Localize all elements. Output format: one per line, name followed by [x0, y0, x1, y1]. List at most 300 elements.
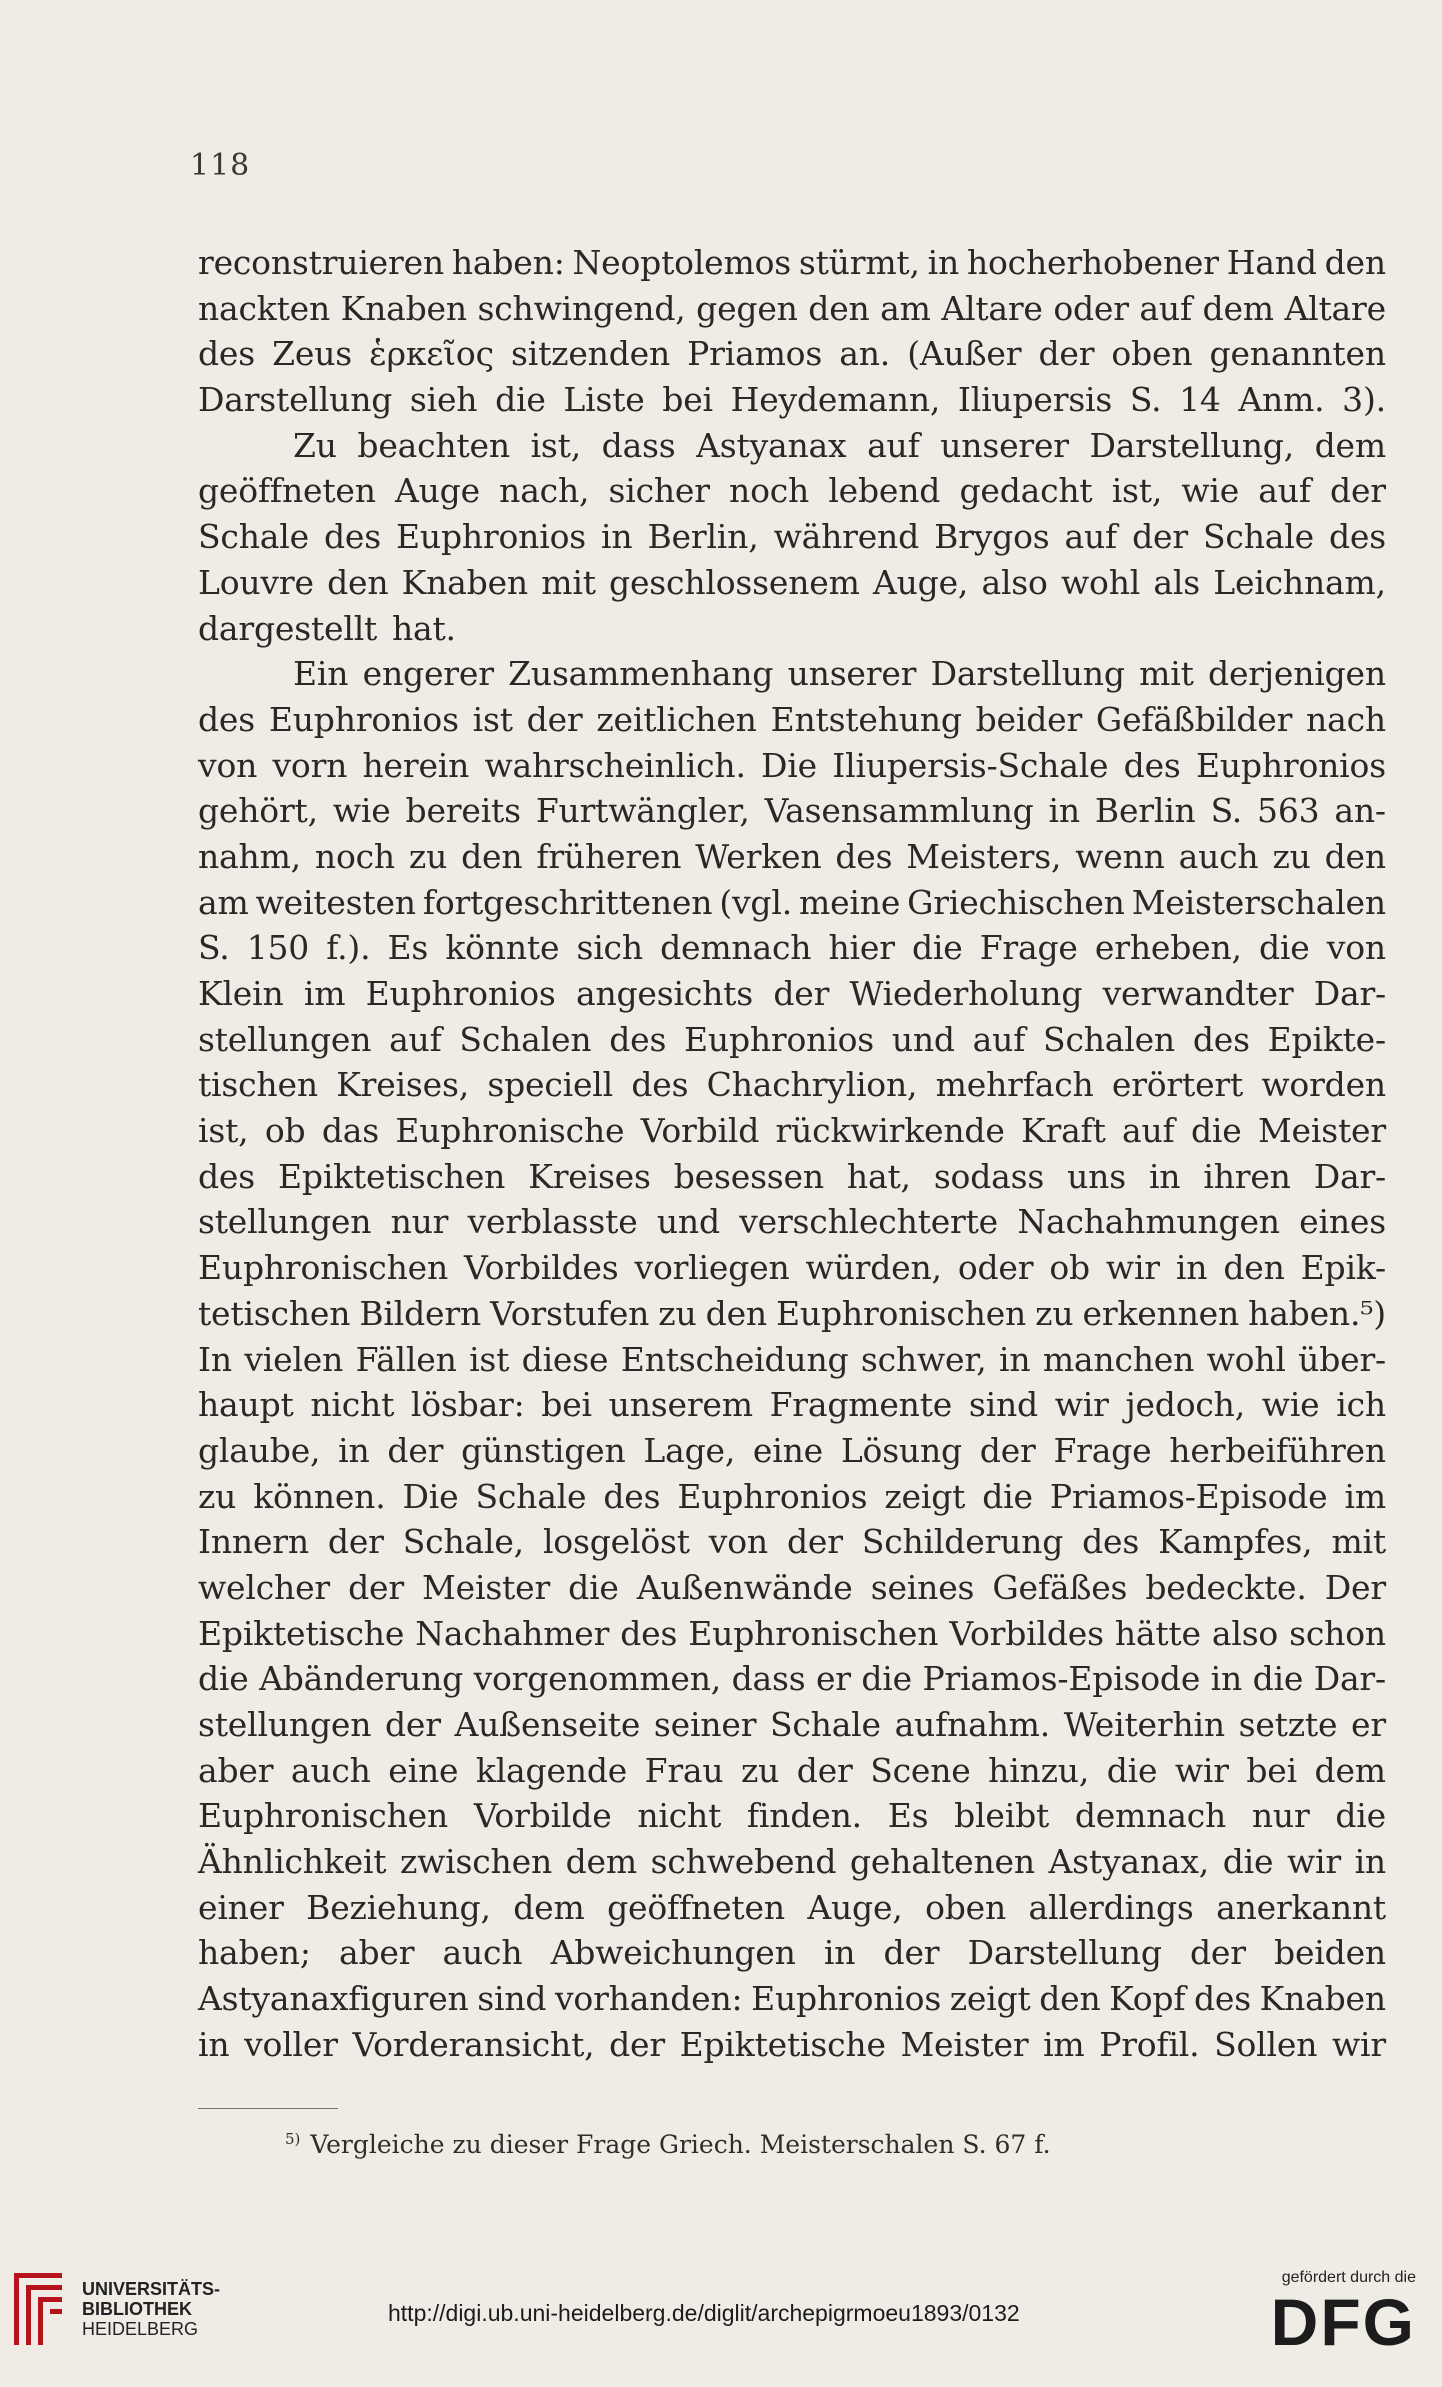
word: schwebend: [650, 1842, 837, 1882]
word: wahrscheinlich.: [484, 745, 746, 785]
word: das: [321, 1111, 379, 1151]
word: hier: [828, 928, 895, 968]
word: gehört,: [198, 791, 318, 831]
word: unserem: [608, 1385, 753, 1425]
word: der: [979, 1430, 1036, 1470]
word: glaube,: [198, 1430, 321, 1470]
word: am: [198, 882, 249, 922]
word: Weiterhin: [1063, 1705, 1225, 1744]
word: sich: [576, 928, 643, 968]
word: Euphronios: [1195, 745, 1386, 785]
word: Epiktetische: [198, 1613, 405, 1653]
page-number: 118: [190, 148, 251, 183]
word: Euphronios: [751, 1979, 942, 2019]
word: erheben,: [1094, 928, 1242, 968]
word: bedeckte.: [1145, 1567, 1307, 1607]
word: noch: [729, 471, 810, 511]
word: aber: [198, 1750, 274, 1790]
word: des: [609, 1019, 667, 1059]
word: der: [348, 1567, 404, 1607]
word: auch: [290, 1750, 371, 1790]
word: S.: [1210, 791, 1243, 831]
word: oder: [957, 1248, 1034, 1288]
word: vorn: [272, 745, 348, 785]
body-text: [198, 240, 1386, 2068]
word: also: [1211, 1613, 1279, 1653]
word: Euphronischen: [198, 1248, 449, 1288]
permalink-url[interactable]: http://digi.ub.uni-heidelberg.de/diglit/archepigrmoeu1893/0132: [388, 2300, 1020, 2326]
word: dass: [731, 1659, 806, 1699]
word: worden: [1261, 1065, 1386, 1105]
word: des: [1082, 1522, 1140, 1562]
word: oder: [1053, 288, 1129, 328]
text-line: [198, 925, 1386, 971]
word: aber: [338, 1933, 415, 1973]
word: unserer: [940, 425, 1069, 465]
word: rückwirkende: [775, 1111, 1005, 1151]
word: noch: [314, 836, 395, 876]
word: würden,: [805, 1248, 942, 1288]
word: der: [1189, 1933, 1246, 1973]
word: erkennen: [1082, 1293, 1240, 1333]
word: des: [1192, 1019, 1250, 1059]
word: S.: [1129, 380, 1162, 420]
word: der: [387, 1430, 444, 1470]
word: lösbar:: [410, 1385, 525, 1425]
dfg-logo: DFG: [1270, 2285, 1416, 2359]
text-line: [198, 1519, 1386, 1565]
word: auch: [1178, 836, 1259, 876]
word: den: [1324, 243, 1386, 282]
word: S.: [198, 928, 230, 968]
word: ob: [1049, 1248, 1090, 1288]
word: ἑρκεῖος: [369, 334, 494, 374]
word: Außenwände: [636, 1567, 853, 1607]
word: den: [327, 562, 389, 602]
word: von: [1326, 928, 1386, 968]
word: Priamos-Episode: [1049, 1476, 1328, 1516]
word: eines: [1299, 1202, 1386, 1242]
word: sicher: [608, 471, 710, 511]
word: zu: [198, 1476, 237, 1516]
word: 3).: [1342, 380, 1386, 420]
word: Beziehung,: [306, 1887, 491, 1927]
text-line: [198, 1108, 1386, 1154]
word: auf: [1258, 471, 1311, 511]
word: oben: [1111, 334, 1193, 374]
word: bleibt: [954, 1796, 1050, 1836]
word: des: [620, 1613, 678, 1653]
text-line: [198, 286, 1386, 332]
word: die: [198, 1659, 249, 1699]
word: verblasste: [467, 1202, 638, 1242]
word: haupt: [198, 1385, 294, 1425]
word: in: [198, 2024, 230, 2064]
word: Abweichungen: [550, 1933, 796, 1973]
word: dem: [513, 1887, 585, 1927]
word: und: [891, 1019, 955, 1059]
word: verwandter: [1102, 974, 1294, 1013]
word: setzte: [1238, 1705, 1338, 1744]
word: voller: [244, 2024, 338, 2064]
word: Kreises: [528, 1156, 651, 1196]
word: Schalen: [459, 1019, 592, 1059]
word: vielen: [244, 1339, 344, 1379]
word: über-: [1298, 1339, 1386, 1379]
word: dem: [565, 1842, 637, 1882]
word: speciell: [487, 1065, 614, 1105]
text-line: [198, 743, 1386, 789]
word: in: [1048, 791, 1080, 831]
library-logo[interactable]: [14, 2273, 220, 2345]
word: sodass: [933, 1156, 1045, 1196]
word: f.).: [326, 928, 371, 968]
word: an.: [839, 334, 891, 374]
word: Altare: [1284, 288, 1386, 328]
word: die: [1222, 1842, 1274, 1882]
text-line: [198, 560, 1386, 606]
word: erörtert: [1111, 1065, 1244, 1105]
word: Zu: [293, 425, 337, 465]
word: Auge,: [872, 562, 969, 602]
word: nicht: [310, 1385, 395, 1425]
word: Schale,: [402, 1522, 524, 1562]
word: Furtwängler,: [535, 791, 750, 831]
word: Schale: [1203, 517, 1314, 557]
word: oben: [925, 1887, 1007, 1927]
word: uns: [1067, 1156, 1126, 1196]
word: schwer,: [860, 1339, 987, 1379]
word: des: [1194, 1979, 1251, 2019]
text-line: [198, 1976, 1386, 2022]
word: angesichts: [575, 974, 753, 1013]
word: Die: [761, 745, 817, 785]
text-line: [198, 514, 1386, 560]
word: Entscheidung: [620, 1339, 849, 1379]
word: Epiktetische: [679, 2024, 886, 2064]
word: Schalen: [1043, 1019, 1175, 1059]
word: Frage: [1053, 1430, 1152, 1470]
word: stellungen: [198, 1202, 372, 1242]
text-line: [198, 377, 1386, 423]
word: Schale: [198, 517, 309, 557]
word: Euphronios: [396, 517, 586, 557]
word: der: [883, 1933, 940, 1973]
word: Hand: [1226, 243, 1317, 282]
word: der: [1038, 334, 1095, 374]
word: die: [568, 1567, 619, 1607]
word: hat,: [846, 1156, 911, 1196]
word: Kopf: [1109, 1979, 1186, 2019]
word: Euphronischen: [688, 1613, 939, 1653]
text-line: [198, 1656, 1386, 1702]
word: geöffneten: [607, 1887, 785, 1927]
word: 14: [1179, 380, 1221, 420]
word: am: [880, 288, 931, 328]
word: Darstellung: [967, 1933, 1162, 1973]
word: also: [981, 562, 1048, 602]
word: geschlossenem: [609, 562, 860, 602]
library-emblem-icon: [14, 2273, 62, 2345]
word: (Außer: [907, 334, 1022, 374]
word: des: [603, 1476, 661, 1516]
text-line: [198, 1885, 1386, 1931]
word: wir: [1054, 1385, 1109, 1425]
text-line: [198, 1565, 1386, 1611]
word: die: [1335, 1796, 1386, 1836]
word: der: [773, 974, 830, 1013]
word: Zeus: [272, 334, 352, 374]
word: der: [796, 1750, 853, 1790]
word: wir: [1331, 2024, 1386, 2064]
word: Dar-: [1313, 1156, 1386, 1196]
word: wohl: [1206, 1339, 1286, 1379]
word: Louvre: [198, 562, 314, 602]
word: Darstellung: [198, 380, 393, 420]
text-line: [198, 834, 1386, 880]
word: Fragmente: [769, 1385, 953, 1425]
funding-caption: gefördert durch die: [1281, 2269, 1416, 2286]
word: dem: [1202, 288, 1274, 328]
word: Epikte-: [1267, 1019, 1386, 1059]
text-line: [198, 1291, 1386, 1337]
word: wie: [1181, 471, 1240, 511]
word: auf: [867, 425, 920, 465]
word: ihren: [1203, 1156, 1291, 1196]
word: Darstellung,: [1089, 425, 1294, 465]
text-line: [198, 1017, 1386, 1063]
word: Meister: [900, 2024, 1029, 2064]
word: Innern: [198, 1522, 309, 1562]
word: in: [927, 243, 960, 282]
word: zwischen: [399, 1842, 552, 1882]
word: die: [1106, 1750, 1158, 1790]
word: jedoch,: [1125, 1385, 1246, 1425]
word: Astyanax,: [1048, 1842, 1210, 1882]
word: Auge: [394, 471, 480, 511]
word: während: [773, 517, 920, 557]
word: Klein: [198, 974, 284, 1013]
word: von: [708, 1522, 768, 1562]
word: Fällen: [355, 1339, 457, 1379]
word: die: [861, 1659, 912, 1699]
word: in: [338, 1430, 370, 1470]
word: Bildern: [359, 1293, 482, 1333]
text-line: [198, 331, 1386, 377]
text-line: [198, 1748, 1386, 1794]
text-line: [198, 1793, 1386, 1839]
word: Entstehung: [770, 699, 962, 739]
word: seiner: [653, 1705, 757, 1744]
word: mit: [1139, 654, 1194, 694]
word: als: [1153, 562, 1200, 602]
word: Meisters,: [906, 836, 1062, 876]
word: des: [1123, 745, 1181, 785]
word: 563: [1257, 791, 1320, 831]
word: Iliupersis-Schale: [832, 745, 1109, 785]
word: der: [1330, 471, 1386, 511]
word: (vgl.: [719, 882, 792, 922]
word: des: [631, 1065, 689, 1105]
word: haben.⁵): [1248, 1293, 1386, 1333]
word: Die: [402, 1476, 459, 1516]
word: Schale: [769, 1705, 881, 1744]
word: verschlechterte: [739, 1202, 998, 1242]
word: des: [835, 836, 893, 876]
word: auf: [1139, 288, 1192, 328]
word: mit: [541, 562, 596, 602]
word: weitesten: [255, 882, 416, 922]
word: Gefäßes: [992, 1567, 1128, 1607]
word: Liste: [563, 380, 645, 420]
word: der: [786, 1522, 843, 1562]
word: Vorbildes: [949, 1613, 1104, 1653]
word: gehaltenen: [849, 1842, 1035, 1882]
word: der: [526, 699, 583, 739]
word: In: [198, 1339, 232, 1379]
word: in: [1354, 1842, 1386, 1882]
word: Dar-: [1313, 974, 1386, 1013]
word: Vorbildes: [464, 1248, 619, 1288]
word: reconstruieren: [198, 243, 444, 282]
word: der: [609, 2024, 665, 2064]
word: fortgeschrittenen: [422, 882, 713, 922]
word: schon: [1289, 1613, 1386, 1653]
word: Neoptolemos: [572, 243, 792, 282]
word: zeitlichen: [596, 699, 757, 739]
word: dem: [1314, 425, 1386, 465]
word: Leichnam,: [1213, 562, 1386, 602]
word: die: [982, 1476, 1033, 1516]
word: an-: [1334, 791, 1386, 831]
word: geöffneten: [198, 471, 376, 511]
word: besessen: [673, 1156, 824, 1196]
word: in: [1175, 1248, 1208, 1288]
word: Astyanaxfiguren: [198, 1979, 469, 2019]
word: nackten: [198, 288, 331, 328]
word: 150: [246, 928, 310, 968]
word: Es: [887, 1796, 929, 1836]
text-line: [198, 651, 1386, 697]
word: nur: [390, 1202, 449, 1242]
funder-block[interactable]: [1271, 2269, 1416, 2357]
word: Altare: [941, 288, 1043, 328]
word: wie: [1261, 1385, 1320, 1425]
word: Knaben: [1259, 1979, 1386, 2019]
word: gedacht: [959, 471, 1093, 511]
word: ob: [264, 1111, 306, 1151]
text-line: [198, 1930, 1386, 1976]
word: Vorbilde: [473, 1796, 612, 1836]
word: einer: [198, 1887, 284, 1927]
word: wohl: [1060, 562, 1141, 602]
word: Iliupersis: [957, 380, 1113, 420]
word: den: [705, 1293, 767, 1333]
word: Der: [1324, 1567, 1386, 1607]
word: Lösung: [840, 1430, 962, 1470]
word: seines: [870, 1567, 975, 1607]
word: Euphronischen: [776, 1293, 1027, 1333]
word: den: [1324, 836, 1386, 876]
word: Kampfes,: [1158, 1522, 1313, 1562]
word: Vasensammlung: [764, 791, 1034, 831]
word: die: [911, 928, 963, 968]
word: von: [198, 745, 258, 785]
text-line: [198, 1154, 1386, 1200]
word: könnte: [445, 928, 560, 968]
word: im: [1344, 1476, 1386, 1516]
word: allerdings: [1028, 1887, 1194, 1927]
word: ist: [469, 1339, 510, 1379]
word: in: [1210, 1659, 1243, 1699]
text-line: [198, 788, 1386, 834]
word: Euphronios: [268, 699, 459, 739]
word: früheren: [536, 836, 682, 876]
library-name-line3: HEIDELBERG: [82, 2319, 199, 2339]
word: mit: [1331, 1522, 1386, 1562]
word: derjenigen: [1208, 654, 1386, 694]
word: nach: [1306, 699, 1386, 739]
word: die: [1252, 1659, 1304, 1699]
word: in: [601, 517, 633, 557]
word: Berlin: [1094, 791, 1196, 831]
word: Meister: [422, 1567, 551, 1607]
word: Chachrylion,: [706, 1065, 918, 1105]
word: stellungen: [198, 1019, 372, 1059]
text-line: [198, 1428, 1386, 1474]
word: Darstellung: [930, 654, 1125, 694]
word: wir: [1174, 1750, 1229, 1790]
word: die: [495, 380, 546, 420]
word: Kreises,: [336, 1065, 470, 1105]
word: klagende: [475, 1750, 628, 1790]
word: zu: [408, 836, 448, 876]
word: Schilderung: [861, 1522, 1064, 1562]
library-name-line1: UNIVERSITÄTS-: [82, 2279, 221, 2299]
word: Anm.: [1238, 380, 1325, 420]
word: stellungen: [198, 1705, 372, 1744]
word: des: [198, 699, 255, 739]
word: Griechischen: [907, 882, 1125, 922]
word: in: [1148, 1156, 1181, 1196]
word: Kraft: [1021, 1111, 1106, 1151]
word: Wiederholung: [849, 974, 1083, 1013]
word: Zusammenhang: [508, 654, 774, 694]
word: dargestellt: [198, 608, 378, 648]
word: ist,: [198, 1111, 249, 1151]
word: die: [1258, 928, 1310, 968]
word: beider: [975, 699, 1083, 739]
word: sieh: [409, 380, 478, 420]
text-line: [198, 1474, 1386, 1520]
word: zeigt: [949, 1979, 1031, 2019]
text-line: [198, 606, 1386, 652]
word: auch: [442, 1933, 523, 1973]
word: auf: [1064, 517, 1118, 557]
word: der: [384, 1705, 441, 1744]
word: ist: [472, 699, 513, 739]
word: können.: [253, 1476, 386, 1516]
word: Berlin,: [647, 517, 759, 557]
word: dem: [1314, 1750, 1386, 1790]
word: mehrfach: [935, 1065, 1094, 1105]
footnote-marker: 5): [285, 2130, 301, 2148]
word: und: [656, 1202, 720, 1242]
word: tischen: [198, 1065, 318, 1105]
word: stürmt,: [798, 243, 920, 282]
word: bei: [662, 380, 713, 420]
word: zu: [658, 1293, 697, 1333]
